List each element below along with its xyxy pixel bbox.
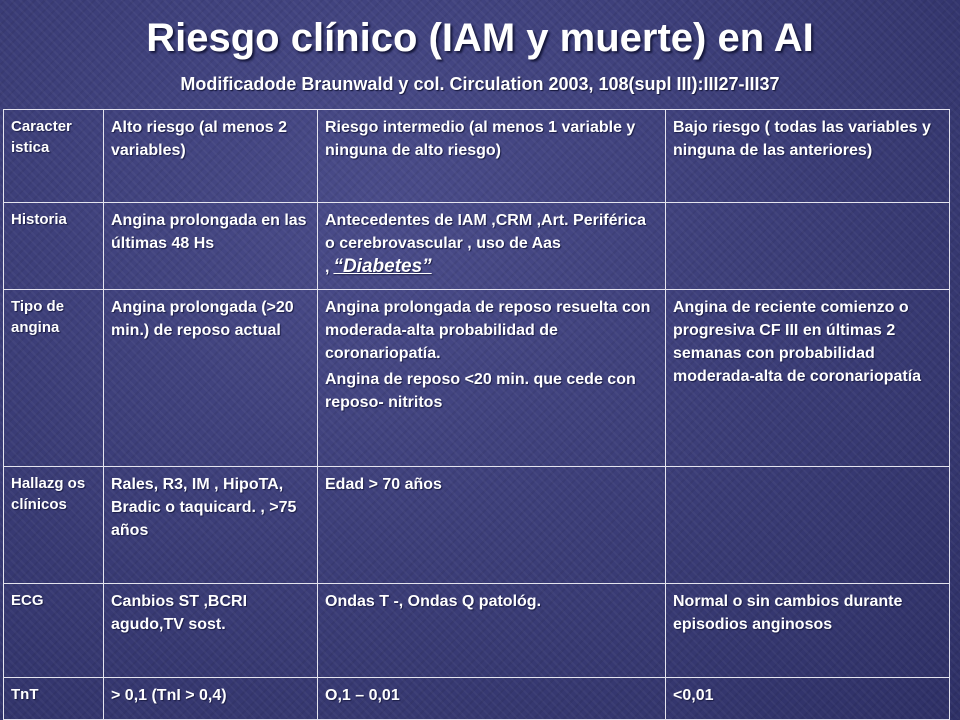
cell-intermediate-para-2: Angina de reposo <20 min. que cede con reposo- nitritos [325, 371, 636, 411]
table-row [4, 203, 950, 290]
cell-intermediate: O,1 – 0,01 [318, 678, 666, 720]
table-row [4, 290, 950, 467]
cell-intermediate: Ondas T -, Ondas Q patológ. [318, 584, 666, 678]
cell-low: Normal o sin cambios durante episodios anginosos [666, 584, 950, 678]
risk-table [3, 109, 950, 720]
cell-intermediate-text: Antecedentes de IAM ,CRM ,Art. Periférica o cerebrovascular , uso de Aas , [325, 212, 646, 276]
cell-intermediate [318, 203, 666, 290]
cell-low [666, 203, 950, 290]
cell-low: <0,01 [666, 678, 950, 720]
cell-high: Angina prolongada (>20 min.) de reposo actual [104, 290, 318, 467]
cell-low: Angina de reciente comienzo o progresiva CF III en últimas 2 semanas con probabilidad moderada-alta de coronariopatía [666, 290, 950, 467]
cell-low [666, 467, 950, 584]
row-label: Tipo de angina [4, 290, 104, 467]
cell-intermediate: Edad > 70 años [318, 467, 666, 584]
header-high-risk: Alto riesgo (al menos 2 variables) [104, 110, 318, 203]
cell-high: > 0,1 (TnI > 0,4) [104, 678, 318, 720]
cell-intermediate [318, 290, 666, 467]
row-label: TnT [4, 678, 104, 720]
table-row [4, 584, 950, 678]
cell-high: Rales, R3, IM , HipoTA, Bradic o taquicard. , >75 años [104, 467, 318, 584]
header-row [4, 110, 950, 203]
header-characteristic: Caracter istica [4, 110, 104, 203]
diabetes-emphasis: “Diabetes” [333, 256, 432, 277]
table-row [4, 678, 950, 720]
row-label: Historia [4, 203, 104, 290]
header-low-risk: Bajo riesgo ( todas las variables y ninguna de las anteriores) [666, 110, 950, 203]
cell-high: Angina prolongada en las últimas 48 Hs [104, 203, 318, 290]
slide-title: Riesgo clínico (IAM y muerte) en AI [146, 16, 814, 60]
cell-high: Canbios ST ,BCRI agudo,TV sost. [104, 584, 318, 678]
slide-subtitle: Modificadode Braunwald y col. Circulation 2003, 108(supl III):III27-III37 [180, 74, 780, 94]
cell-intermediate-para-1: Angina prolongada de reposo resuelta con moderada-alta probabilidad de coronariopatía. [325, 299, 651, 362]
row-label: ECG [4, 584, 104, 678]
table-row [4, 467, 950, 584]
header-intermediate-risk: Riesgo intermedio (al menos 1 variable y ninguna de alto riesgo) [318, 110, 666, 203]
row-label: Hallazg os clínicos [4, 467, 104, 584]
